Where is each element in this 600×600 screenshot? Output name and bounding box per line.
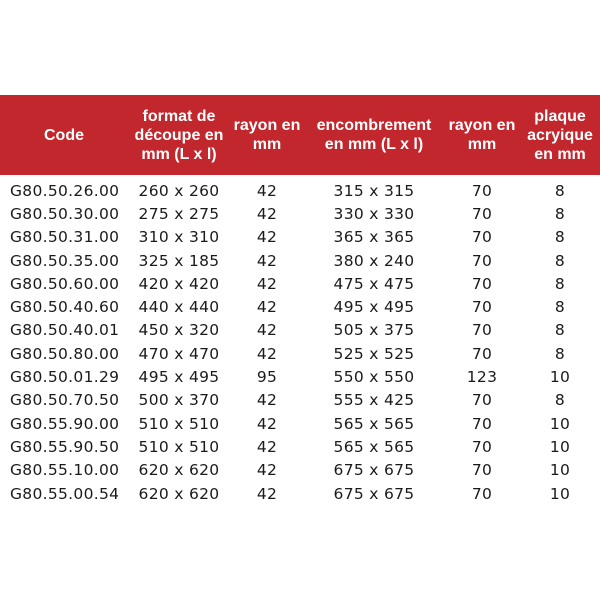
cell-outer-radius: 123: [466, 368, 498, 387]
cell-cut-format: 440 x 440: [138, 298, 220, 317]
cell-overall-size: 380 x 240: [333, 251, 415, 270]
cell-code: G80.50.70.50: [10, 391, 120, 410]
cell-code: G80.55.10.00: [10, 461, 120, 480]
cell-outer-radius: 70: [471, 298, 493, 317]
cell-code: G80.50.30.00: [10, 204, 120, 223]
cell-overall-size: 675 x 675: [333, 484, 415, 503]
cell-code: G80.50.01.29: [10, 368, 120, 387]
cell-acrylic-plate: 8: [554, 204, 566, 223]
cell-cut-format: 420 x 420: [138, 274, 220, 293]
cell-code: G80.50.31.00: [10, 228, 120, 247]
table-row: [0, 226, 600, 249]
table-row: [0, 272, 600, 295]
cell-outer-radius: 70: [471, 251, 493, 270]
cell-acrylic-plate: 8: [554, 274, 566, 293]
cell-cut-format: 510 x 510: [138, 414, 220, 433]
cell-overall-size: 330 x 330: [333, 204, 415, 223]
cell-cut-format: 450 x 320: [138, 321, 220, 340]
cell-overall-size: 555 x 425: [333, 391, 415, 410]
cell-code: G80.55.90.00: [10, 414, 120, 433]
header-outer-radius: rayon en mm: [448, 117, 516, 153]
cell-code: G80.50.35.00: [10, 251, 120, 270]
table-row: [0, 319, 600, 342]
cell-overall-size: 565 x 565: [333, 437, 415, 456]
cell-outer-radius: 70: [471, 274, 493, 293]
cell-acrylic-plate: 8: [554, 181, 566, 200]
cell-radius: 42: [256, 251, 278, 270]
cell-cut-format: 620 x 620: [138, 484, 220, 503]
cell-acrylic-plate: 10: [549, 437, 571, 456]
table-row: [0, 342, 600, 365]
cell-code: G80.50.80.00: [10, 344, 120, 363]
cell-outer-radius: 70: [471, 321, 493, 340]
table-body: [0, 175, 600, 505]
cell-acrylic-plate: 10: [549, 414, 571, 433]
cell-acrylic-plate: 8: [554, 228, 566, 247]
cell-outer-radius: 70: [471, 437, 493, 456]
cell-radius: 42: [256, 461, 278, 480]
header-cut-format: format de découpe en mm (L x l): [134, 107, 224, 163]
cell-cut-format: 260 x 260: [138, 181, 220, 200]
table-row: [0, 459, 600, 482]
cell-overall-size: 675 x 675: [333, 461, 415, 480]
table-row: [0, 295, 600, 318]
cell-acrylic-plate: 8: [554, 391, 566, 410]
cell-acrylic-plate: 8: [554, 344, 566, 363]
cell-acrylic-plate: 10: [549, 484, 571, 503]
table-row: [0, 175, 600, 202]
cell-radius: 42: [256, 181, 278, 200]
cell-radius: 42: [256, 391, 278, 410]
table-row: [0, 202, 600, 225]
header-acrylic-plate: plaque acryique en mm: [527, 107, 593, 163]
cell-outer-radius: 70: [471, 228, 493, 247]
table-row: [0, 435, 600, 458]
cell-cut-format: 470 x 470: [138, 344, 220, 363]
cell-acrylic-plate: 10: [549, 461, 571, 480]
cell-radius: 42: [256, 274, 278, 293]
cell-outer-radius: 70: [471, 484, 493, 503]
spec-table: [0, 95, 600, 505]
table-row: [0, 249, 600, 272]
cell-cut-format: 325 x 185: [138, 251, 220, 270]
cell-overall-size: 315 x 315: [333, 181, 415, 200]
table-header: [0, 95, 600, 175]
cell-radius: 42: [256, 344, 278, 363]
cell-radius: 42: [256, 321, 278, 340]
table-row: [0, 389, 600, 412]
cell-outer-radius: 70: [471, 414, 493, 433]
cell-acrylic-plate: 8: [554, 321, 566, 340]
cell-code: G80.55.90.50: [10, 437, 120, 456]
cell-overall-size: 505 x 375: [333, 321, 415, 340]
cell-radius: 42: [256, 298, 278, 317]
cell-outer-radius: 70: [471, 344, 493, 363]
header-radius: rayon en mm: [233, 117, 301, 153]
header-row: [0, 95, 600, 175]
cell-overall-size: 495 x 495: [333, 298, 415, 317]
cell-acrylic-plate: 8: [554, 251, 566, 270]
cell-radius: 42: [256, 228, 278, 247]
header-overall-size: encombrement en mm (L x l): [316, 117, 432, 153]
cell-cut-format: 495 x 495: [138, 368, 220, 387]
cell-overall-size: 565 x 565: [333, 414, 415, 433]
table-row: [0, 365, 600, 388]
cell-cut-format: 310 x 310: [138, 228, 220, 247]
cell-outer-radius: 70: [471, 461, 493, 480]
table-row: [0, 482, 600, 505]
cell-radius: 42: [256, 414, 278, 433]
cell-overall-size: 550 x 550: [333, 368, 415, 387]
cell-cut-format: 510 x 510: [138, 437, 220, 456]
cell-radius: 42: [256, 204, 278, 223]
header-code: Code: [44, 126, 84, 144]
cell-outer-radius: 70: [471, 204, 493, 223]
cell-acrylic-plate: 8: [554, 298, 566, 317]
cell-overall-size: 365 x 365: [333, 228, 415, 247]
cell-radius: 42: [256, 484, 278, 503]
cell-radius: 95: [256, 368, 278, 387]
cell-outer-radius: 70: [471, 391, 493, 410]
cell-overall-size: 525 x 525: [333, 344, 415, 363]
cell-code: G80.50.26.00: [10, 181, 120, 200]
cell-cut-format: 620 x 620: [138, 461, 220, 480]
cell-outer-radius: 70: [471, 181, 493, 200]
cell-code: G80.50.40.60: [10, 298, 120, 317]
cell-cut-format: 500 x 370: [138, 391, 220, 410]
cell-acrylic-plate: 10: [549, 368, 571, 387]
cell-radius: 42: [256, 437, 278, 456]
cell-code: G80.50.40.01: [10, 321, 120, 340]
cell-code: G80.55.00.54: [10, 484, 120, 503]
cell-overall-size: 475 x 475: [333, 274, 415, 293]
cell-code: G80.50.60.00: [10, 274, 120, 293]
cell-cut-format: 275 x 275: [138, 204, 220, 223]
table-row: [0, 412, 600, 435]
